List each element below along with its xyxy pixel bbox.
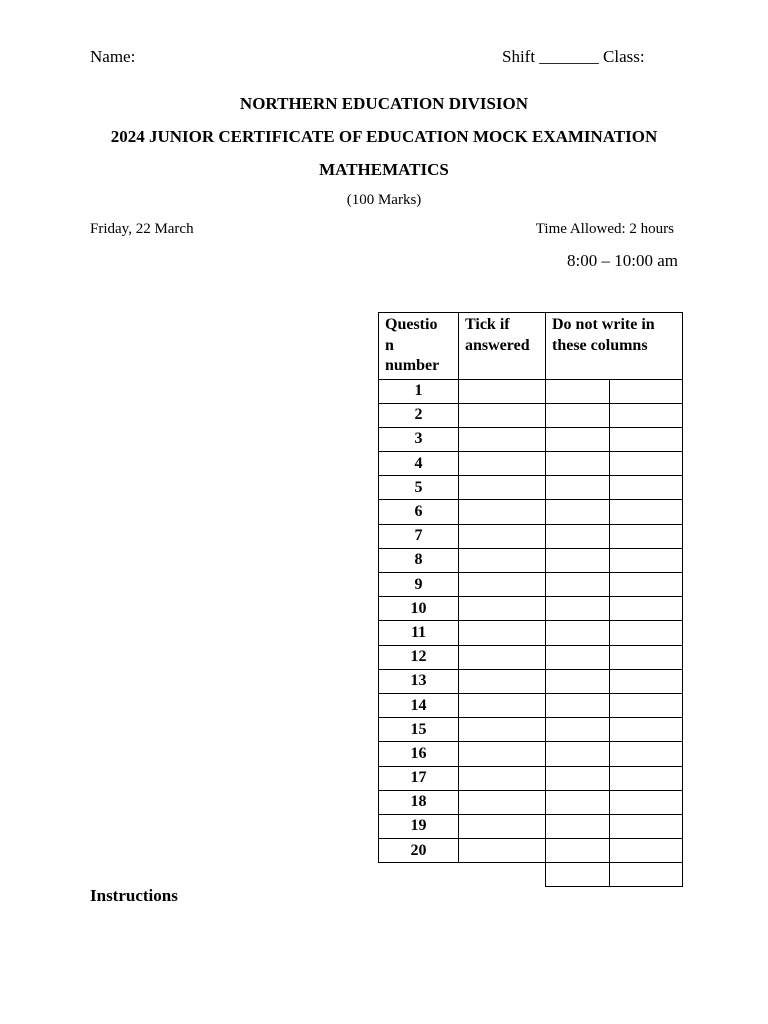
question-number-cell: 13 (379, 669, 459, 693)
table-row (379, 790, 683, 814)
examiner-cell-2 (609, 742, 682, 766)
examiner-cell-1 (546, 500, 610, 524)
table-row (379, 621, 683, 645)
examiner-cell-2 (609, 500, 682, 524)
tick-cell[interactable] (459, 645, 546, 669)
question-number-cell: 7 (379, 524, 459, 548)
question-number-cell: 4 (379, 452, 459, 476)
table-header-row (379, 313, 683, 380)
shift-class-label: Shift _______ Class: (502, 47, 645, 66)
examiner-cell-2 (609, 669, 682, 693)
examiner-cell-2 (609, 476, 682, 500)
table-row (379, 476, 683, 500)
tick-cell[interactable] (459, 621, 546, 645)
question-number-cell: 19 (379, 814, 459, 838)
table-row (379, 645, 683, 669)
table-row (379, 693, 683, 717)
examiner-cell-1 (546, 403, 610, 427)
total-marks: (100 Marks) (346, 192, 422, 208)
examiner-cell-2 (609, 427, 682, 451)
instructions-heading: Instructions (90, 886, 178, 905)
question-number-cell: 11 (379, 621, 459, 645)
tick-cell[interactable] (459, 500, 546, 524)
tick-cell[interactable] (459, 427, 546, 451)
question-number-cell: 5 (379, 476, 459, 500)
examiner-cell-2 (609, 403, 682, 427)
examiner-cell-1 (546, 379, 610, 403)
examiner-cell-2 (609, 839, 682, 863)
examiner-cell-1 (546, 669, 610, 693)
tick-cell[interactable] (459, 742, 546, 766)
examiner-cell-1 (546, 839, 610, 863)
tick-if-answered-header: Tick if answered (459, 313, 546, 380)
tick-cell[interactable] (459, 548, 546, 572)
examiner-cell-1 (546, 718, 610, 742)
time-allowed: Time Allowed: 2 hours (535, 221, 674, 237)
examiner-cell-1 (546, 645, 610, 669)
examiner-cell-2 (609, 524, 682, 548)
examiner-total-cell (546, 863, 610, 887)
table-row (379, 573, 683, 597)
table-row (379, 839, 683, 863)
empty-cell (379, 863, 459, 887)
subject-heading: MATHEMATICS (319, 160, 449, 179)
table-row (379, 742, 683, 766)
table-row (379, 669, 683, 693)
table-row (379, 548, 683, 572)
question-number-cell: 3 (379, 427, 459, 451)
examiner-cell-1 (546, 693, 610, 717)
examiner-total-row (379, 863, 683, 887)
table-row (379, 597, 683, 621)
table-row (379, 427, 683, 451)
examiner-cell-2 (609, 790, 682, 814)
examiner-cell-2 (609, 693, 682, 717)
tick-cell[interactable] (459, 790, 546, 814)
examiner-cell-2 (609, 452, 682, 476)
question-number-header: Questio n number (379, 313, 459, 380)
examiner-cell-1 (546, 790, 610, 814)
question-number-cell: 2 (379, 403, 459, 427)
examiner-cell-1 (546, 476, 610, 500)
question-number-cell: 9 (379, 573, 459, 597)
examiner-cell-2 (609, 814, 682, 838)
question-number-cell: 10 (379, 597, 459, 621)
tick-cell[interactable] (459, 814, 546, 838)
examiner-cell-2 (609, 766, 682, 790)
tick-cell[interactable] (459, 693, 546, 717)
tick-cell[interactable] (459, 718, 546, 742)
examiner-cell-1 (546, 814, 610, 838)
examiner-cell-1 (546, 452, 610, 476)
examiner-cell-1 (546, 548, 610, 572)
examiner-cell-1 (546, 573, 610, 597)
table-row (379, 452, 683, 476)
tick-cell[interactable] (459, 839, 546, 863)
exam-heading: 2024 JUNIOR CERTIFICATE OF EDUCATION MOCK EXAMINATION (110, 127, 658, 146)
question-number-cell: 8 (379, 548, 459, 572)
question-number-cell: 16 (379, 742, 459, 766)
examiner-cell-2 (609, 548, 682, 572)
examiner-cell-1 (546, 621, 610, 645)
examiner-cell-2 (609, 573, 682, 597)
empty-cell (459, 863, 546, 887)
table-row (379, 379, 683, 403)
table-row (379, 403, 683, 427)
tick-cell[interactable] (459, 524, 546, 548)
table-row (379, 500, 683, 524)
examiner-cell-1 (546, 524, 610, 548)
table-row (379, 524, 683, 548)
name-field-label: Name: (90, 47, 136, 66)
exam-date: Friday, 22 March (90, 221, 194, 237)
tick-cell[interactable] (459, 476, 546, 500)
examiner-cell-1 (546, 597, 610, 621)
tick-cell[interactable] (459, 766, 546, 790)
examiner-cell-2 (609, 379, 682, 403)
question-number-cell: 17 (379, 766, 459, 790)
question-number-cell: 14 (379, 693, 459, 717)
examiner-cell-2 (609, 718, 682, 742)
division-heading: NORTHERN EDUCATION DIVISION (239, 94, 529, 113)
examiner-cell-1 (546, 427, 610, 451)
answer-tracking-table (378, 312, 683, 887)
examiner-only-header: Do not write in these columns (546, 313, 683, 380)
examiner-cell-2 (609, 645, 682, 669)
tick-cell[interactable] (459, 597, 546, 621)
question-number-cell: 6 (379, 500, 459, 524)
question-number-cell: 12 (379, 645, 459, 669)
examiner-cell-2 (609, 621, 682, 645)
examiner-cell-1 (546, 742, 610, 766)
examiner-total-cell (609, 863, 682, 887)
tick-cell[interactable] (459, 669, 546, 693)
question-number-cell: 20 (379, 839, 459, 863)
tick-cell[interactable] (459, 573, 546, 597)
table-row (379, 718, 683, 742)
table-row (379, 766, 683, 790)
question-number-cell: 18 (379, 790, 459, 814)
examiner-cell-2 (609, 597, 682, 621)
question-number-cell: 15 (379, 718, 459, 742)
question-number-cell: 1 (379, 379, 459, 403)
tick-cell[interactable] (459, 452, 546, 476)
exam-hours: 8:00 – 10:00 am (567, 251, 678, 270)
tick-cell[interactable] (459, 403, 546, 427)
tick-cell[interactable] (459, 379, 546, 403)
table-row (379, 814, 683, 838)
examiner-cell-1 (546, 766, 610, 790)
